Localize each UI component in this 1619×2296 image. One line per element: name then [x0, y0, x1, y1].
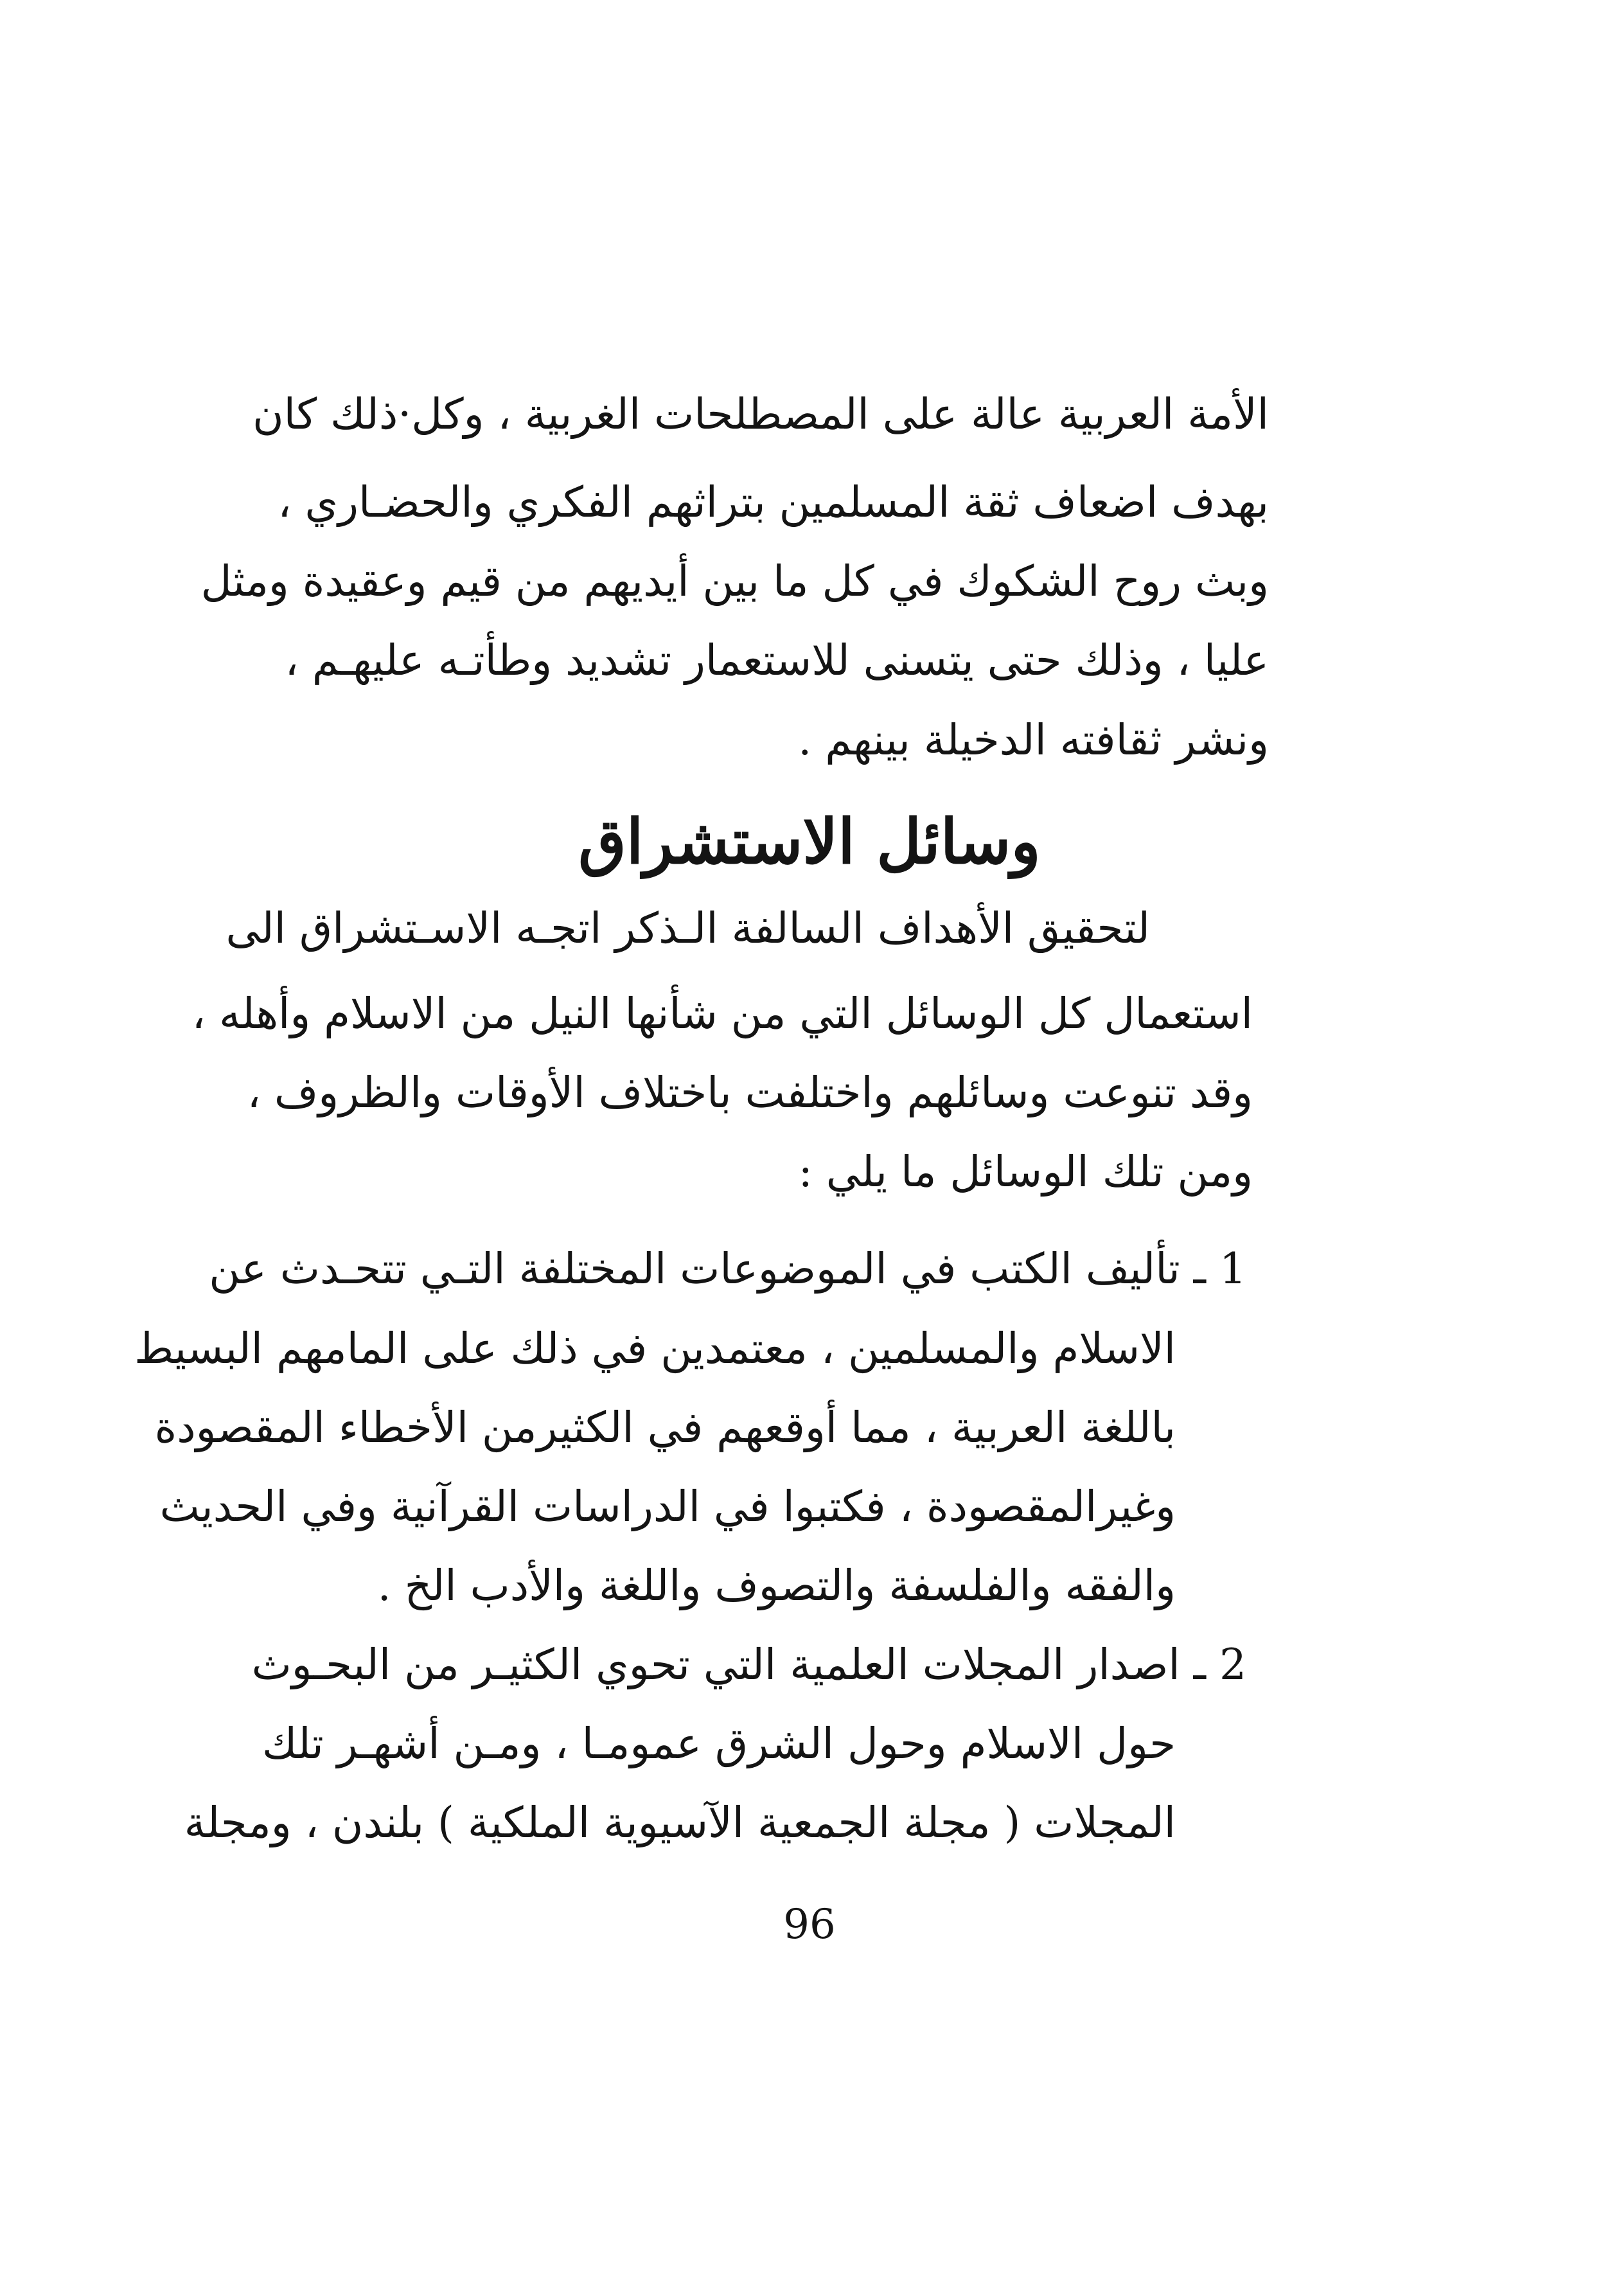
- list-item-2-line: المجلات ( مجلة الجمعية الآسيوية الملكية ) بلندن ، ومجلة: [184, 1798, 1176, 1847]
- paragraph-line: وقد تنوعت وسائلهم واختلفت باختلاف الأوقات والظروف ،: [247, 1068, 1253, 1117]
- list-item-1-line: 1 ـ تأليف الكتب في الموضوعات المختلفة التـي تتحـدث عن: [209, 1244, 1246, 1294]
- intro-line: الأمة العربية عالة على المصطلحات الغربية ، وكل·ذلك كان: [252, 389, 1269, 439]
- list-item-1-line: وغيرالمقصودة ، فكتبوا في الدراسات القرآنية وفي الحديث: [159, 1482, 1176, 1531]
- list-item-2-line: حول الاسلام وحول الشرق عمومـا ، ومـن أشهـر تلك: [261, 1719, 1176, 1768]
- list-item-1-line: باللغة العربية ، مما أوقعهم في الكثيرمن الأخطاء المقصودة: [154, 1403, 1176, 1452]
- intro-line: عليا ، وذلك حتى يتسنى للاستعمار تشديد وطأتـه عليهـم ،: [285, 636, 1269, 685]
- list-item-2-line: 2 ـ اصدار المجلات العلمية التي تحوي الكثيـر من البحـوث: [251, 1640, 1246, 1689]
- paragraph-line: استعمال كل الوسائل التي من شأنها النيل من الاسلام وأهله ،: [191, 989, 1253, 1038]
- list-item-1-line: والفقه والفلسفة والتصوف واللغة والأدب الخ .: [377, 1561, 1176, 1610]
- paragraph-line: لتحقيق الأهداف السالفة الـذكر اتجـه الاسـتشراق الى: [226, 903, 1150, 953]
- page-number: 96: [783, 1901, 836, 1948]
- list-item-1-line: الاسلام والمسلمين ، معتمدين في ذلك على المامهم البسيط: [134, 1324, 1176, 1373]
- paragraph-line: ومن تلك الوسائل ما يلي :: [798, 1147, 1253, 1197]
- intro-line: بهدف اضعاف ثقة المسلمين بتراثهم الفكري والحضـاري ،: [278, 477, 1269, 527]
- intro-line: وبث روح الشكوك في كل ما بين أيديهم من قيم وعقيدة ومثل: [200, 556, 1269, 606]
- intro-line: ونشر ثقافته الدخيلة بينهم .: [798, 715, 1269, 765]
- section-heading: وسائل الاستشراق: [578, 805, 1041, 878]
